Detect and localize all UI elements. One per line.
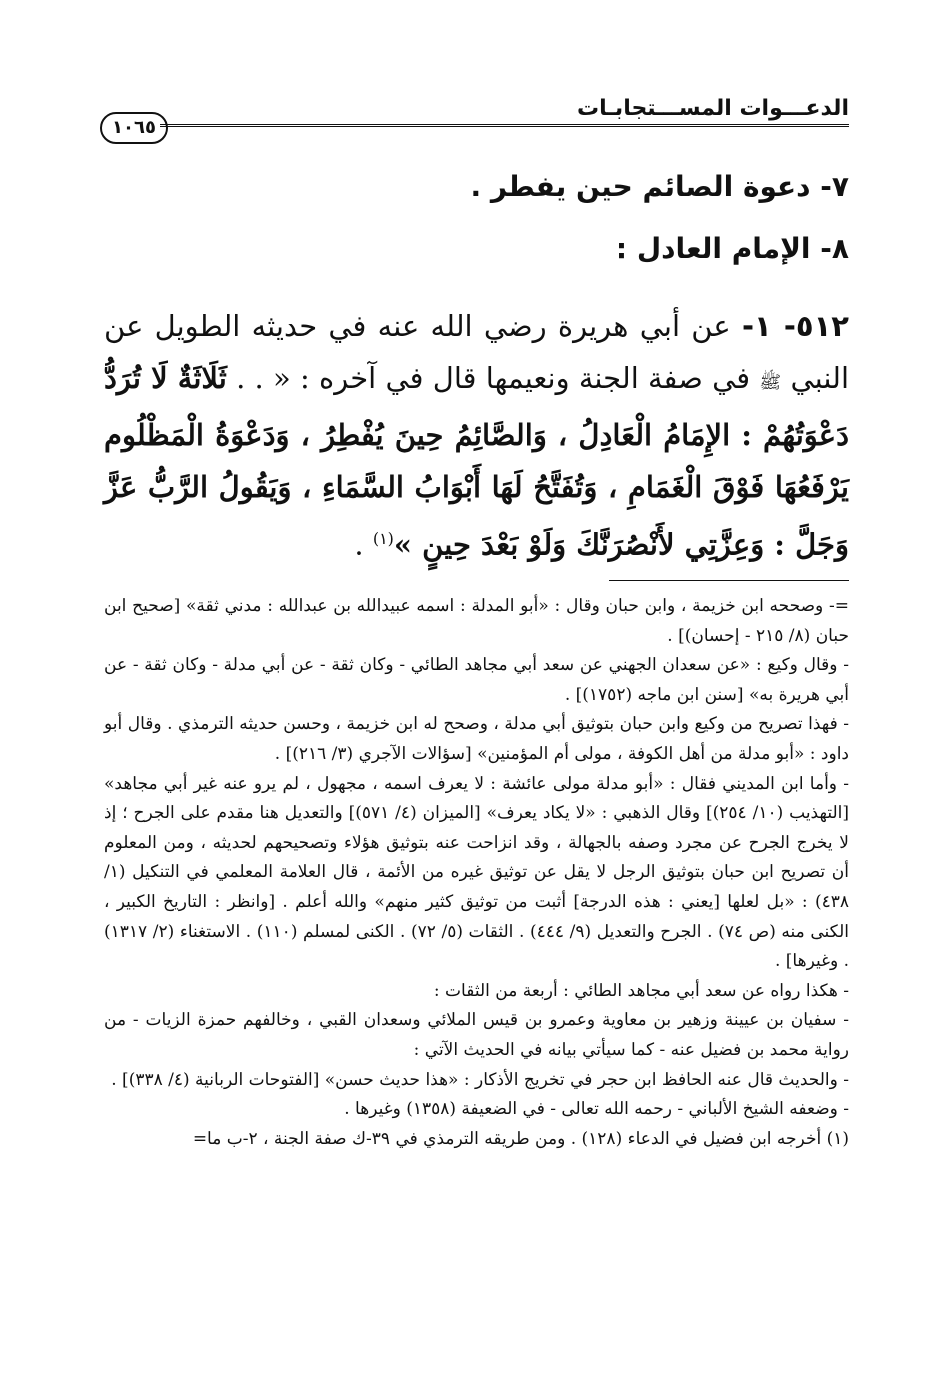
hadith-quote: ثَلَاثَةٌ لَا تُرَدُّ دَعْوَتُهُمْ : الإِمَامُ الْعَادِلُ ، وَالصَّائِمُ حِينَ يُفْطِرُ ، وَدَعْوَةُ الْمَظْلُوم يَرْفَعُهَا فَوْقَ الْغَمَامِ ، وَتُفَتَّحُ لَهَا أَبْوَابُ السَّمَاءِ ، وَيَقُولُ الرَّبُّ عَزَّ وَجَلَّ : وَعِزَّتِي لأَنْصُرَنَّكَ وَلَوْ بَعْدَ حِينٍ »	[104, 361, 849, 562]
hadith-end: .	[354, 527, 373, 562]
footnotes	[104, 592, 849, 1154]
footnote-line: - والحديث قال عنه الحافظ ابن حجر في تخريج الأذكار : «هذا حديث حسن» [الفتوحات الربانية (٤/ ٣٣٨)] .	[111, 1069, 849, 1090]
salla-glyph: ﷺ	[759, 372, 782, 393]
footnote-line: - سفيان بن عيينة وزهير بن معاوية وعمرو بن قيس الملائي وسعدان القبي ، وخالفهم حمزة الزيات - من رواية محمد بن فضيل عنه - كما سيأتي بيانه في الحديث الآتي :	[104, 1010, 849, 1060]
header-rule	[160, 124, 849, 127]
footnote-line: - فهذا تصريح من وكيع وابن حبان بتوثيق أبي مدلة ، وصحح له ابن خزيمة ، وحسن حديثه الترمذي . وقال أبو داود : «أبو مدلة من أهل الكوفة ، مولى أم المؤمنين» [سؤالات الآجري (٣/ ٢١٦)] .	[104, 714, 849, 764]
page-number: ١٠٦٥	[100, 112, 168, 144]
footnote-line: - وأما ابن المديني فقال : «أبو مدلة مولى عائشة : لا يعرف اسمه ، مجهول ، لم يرو عنه غير أبي مجاهد» [التهذيب (١٠/ ٢٥٤)] وقال الذهبي : «لا يكاد يعرف» [الميزان (٤/ ٥٧١)] والتعديل هنا مقدم على الجرح ؛ إذ لا يخرج الجرح عن مجرد وصفه بالجهالة ، وقد انزاحت عنه بتوثيق هؤلاء وتصحيحهم لحديثه ، ومن المعلوم أن تصريح ابن حبان بتوثيق الرجل لا يقل عن توثيق غيره من الأئمة ، قال العلامة المعلمي في التنكيل (١/ ٤٣٨) : «بل لعلها [يعني : هذه الدرجة] أثبت من توثيق كثير منهم» والله أعلم . [وانظر : التاريخ الكبير ، الكنى منه (ص ٧٤) . الجرح والتعديل (٩/ ٤٤٤) . الثقات (٥/ ٧٢) . الكنى لمسلم (١١٠) . الاستغناء (٢/ ١٣١٧) . وغيرها] .	[104, 773, 849, 972]
running-header: الدعـــوات المســـتجابـات	[577, 96, 849, 121]
footnote-ref: (١)	[372, 529, 394, 548]
heading-item-7: ٧- دعوة الصائم حين يفطر .	[470, 170, 849, 203]
heading-item-8: ٨- الإمام العادل :	[615, 232, 849, 265]
footnote-line: - وضعفه الشيخ الألباني - رحمه الله تعالى - في الضعيفة (١٣٥٨) وغيرها .	[344, 1099, 849, 1120]
hadith-intro: عن أبي هريرة رضي الله عنه في حديثه الطويل عن النبي	[104, 309, 850, 395]
footnote-separator	[609, 580, 849, 581]
footnote-line: =- وصححه ابن خزيمة ، وابن حبان وقال : «أبو المدلة : اسمه عبيدالله بن عبدالله : مدني ثقة» [صحيح ابن حبان (٨/ ٢١٥ - إحسان)] .	[104, 596, 849, 646]
footnote-line: - وقال وكيع : «عن سعدان الجهني عن سعد أبي مجاهد الطائي - وكان ثقة - عن أبي مدلة - وكان ثقة - عن أبي هريرة به» [سنن ابن ماجه (١٧٥٢)] .	[104, 655, 849, 705]
footnote-line: (١) أخرجه ابن فضيل في الدعاء (١٢٨) . ومن طريقه الترمذي في ٣٩-ك صفة الجنة ، ٢-ب ما=	[192, 1128, 849, 1149]
hadith-intro-2: في صفة الجنة ونعيمها قال في آخره : « . .	[236, 361, 751, 395]
hadith-number: ٥١٢- ١-	[741, 309, 849, 343]
hadith-paragraph	[104, 300, 849, 571]
footnote-line: - هكذا رواه عن سعد أبي مجاهد الطائي : أربعة من الثقات :	[433, 980, 849, 1001]
